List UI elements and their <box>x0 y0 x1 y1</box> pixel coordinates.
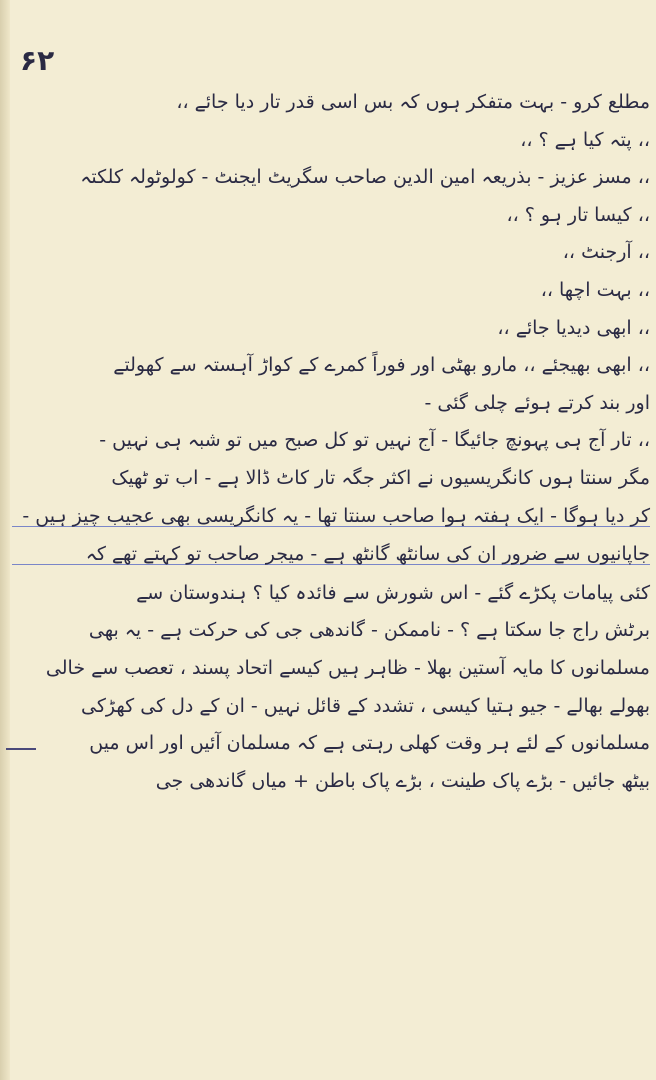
text-line: ،، تار آج ہی پہونچ جائیگا - آج نہیں تو کل صبح میں تو شبہ ہی نہیں - <box>99 429 650 452</box>
text-line-underlined: جاپانیوں سے ضرور ان کی سانٹھ گانٹھ ہے - میجر صاحب تو کہتے تھے کہ <box>12 544 650 565</box>
text-line: مسلمانوں کے لئے ہر وقت کھلی رہتی ہے کہ مسلمان آئیں اور اس میں <box>89 732 650 755</box>
text-line: ،، ابھی بھیجئے ،، مارو بھٹی اور فوراً کمرے کے کواڑ آہستہ سے کھولتے <box>113 354 650 377</box>
page-number: ۶۲ <box>20 44 55 77</box>
text-line: ،، بہت اچھا ،، <box>540 278 650 301</box>
text-line: ،، آرجنٹ ،، <box>562 241 650 264</box>
text-line: ،، مسز عزیز - بذریعہ امین الدین صاحب سگریٹ ایجنٹ - کولوٹولہ کلکتہ <box>80 166 650 189</box>
text-line: مسلمانوں کا مایہ آستین بھلا - ظاہر ہیں کیسے اتحاد پسند ، تعصب سے خالی <box>45 656 650 679</box>
text-line: اور بند کرتے ہوئے چلی گئی - <box>424 391 650 414</box>
text-line: ،، پتہ کیا ہے ؟ ،، <box>520 128 650 151</box>
text-line: ،، کیسا تار ہو ؟ ،، <box>506 203 650 226</box>
text-line: مگر سنتا ہوں کانگریسیوں نے اکثر جگہ تار کاٹ ڈالا ہے - اب تو ٹھیک <box>111 466 650 489</box>
page-body-text <box>12 92 650 808</box>
text-line: مطلع کرو - بہت متفکر ہوں کہ بس اسی قدر تار دیا جائے ،، <box>176 91 650 113</box>
text-line: ،، ابھی دیدیا جائے ،، <box>497 316 650 339</box>
text-line: برٹش راج جا سکتا ہے ؟ - ناممکن - گاندھی جی کی حرکت ہے - یہ بھی <box>88 619 650 642</box>
text-line-underlined: کر دیا ہوگا - ایک ہفتہ ہوا صاحب سنتا تھا - یہ کانگریسی بھی عجیب چیز ہیں - <box>12 506 650 527</box>
text-line: بھولے بھالے - جیو ہتیا کیسی ، تشدد کے قائل نہیں - ان کے دل کی کھڑکی <box>80 694 650 717</box>
text-line: بیٹھ جائیں - بڑے پاک طینت ، بڑے پاک باطن + میاں گاندھی جی <box>155 769 650 792</box>
page-binding-edge <box>0 0 10 1080</box>
text-line: کئی پیامات پکڑے گئے - اس شورش سے فائدہ کیا ؟ ہندوستان سے <box>136 581 650 604</box>
